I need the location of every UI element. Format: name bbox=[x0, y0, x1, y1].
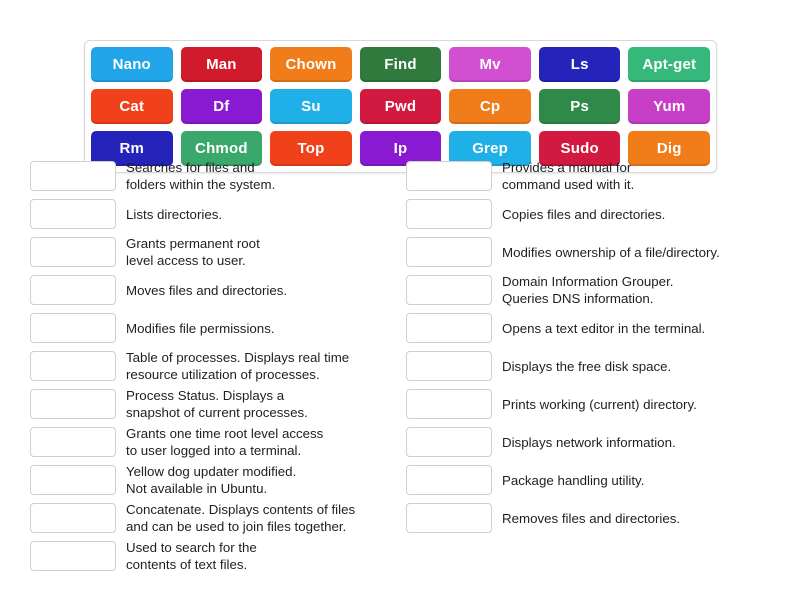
definition-line: Copies files and directories. bbox=[502, 206, 666, 222]
definition-text bbox=[126, 501, 355, 535]
match-item bbox=[30, 462, 406, 498]
definition-line: snapshot of current processes. bbox=[126, 405, 308, 420]
word-tile[interactable]: Su bbox=[270, 89, 352, 124]
word-tile[interactable]: Sudo bbox=[539, 131, 621, 166]
word-tile[interactable]: Yum bbox=[628, 89, 710, 124]
answer-drop-slot[interactable] bbox=[30, 199, 116, 229]
definition-line: Displays the free disk space. bbox=[502, 358, 672, 374]
match-item bbox=[30, 386, 406, 422]
definition-line: Modifies file permissions. bbox=[126, 320, 275, 336]
answer-drop-slot[interactable] bbox=[406, 389, 492, 419]
word-tile[interactable]: Chown bbox=[270, 47, 352, 82]
definition-line: Yellow dog updater modified. bbox=[126, 464, 297, 479]
definition-text bbox=[502, 396, 697, 413]
match-item bbox=[406, 500, 782, 536]
definition-line: Grants permanent root bbox=[126, 236, 260, 251]
definition-line: Package handling utility. bbox=[502, 472, 645, 488]
definition-line: resource utilization of processes. bbox=[126, 367, 320, 382]
match-item bbox=[30, 424, 406, 460]
word-tile[interactable]: Df bbox=[181, 89, 263, 124]
match-item bbox=[406, 196, 782, 232]
definition-line: Queries DNS information. bbox=[502, 291, 654, 306]
definition-line: Searches for files and bbox=[126, 160, 255, 175]
match-item bbox=[30, 158, 406, 194]
answer-drop-slot[interactable] bbox=[30, 389, 116, 419]
definition-text bbox=[502, 358, 671, 375]
answer-columns bbox=[30, 158, 782, 576]
definition-line: Provides a manual for bbox=[502, 160, 632, 175]
right-column bbox=[406, 158, 782, 576]
definition-line: folders within the system. bbox=[126, 177, 276, 192]
definition-line: Lists directories. bbox=[126, 206, 223, 222]
definition-line: level access to user. bbox=[126, 253, 246, 268]
word-tile[interactable]: Dig bbox=[628, 131, 710, 166]
answer-drop-slot[interactable] bbox=[406, 503, 492, 533]
definition-text bbox=[126, 539, 257, 573]
match-item bbox=[406, 158, 782, 194]
word-tile[interactable]: Grep bbox=[449, 131, 531, 166]
answer-drop-slot[interactable] bbox=[406, 275, 492, 305]
definition-line: Process Status. Displays a bbox=[126, 388, 285, 403]
definition-line: and can be used to join files together. bbox=[126, 519, 347, 534]
word-tile[interactable]: Ip bbox=[360, 131, 442, 166]
word-tile[interactable]: Ps bbox=[539, 89, 621, 124]
answer-drop-slot[interactable] bbox=[406, 313, 492, 343]
answer-drop-slot[interactable] bbox=[30, 465, 116, 495]
answer-drop-slot[interactable] bbox=[30, 275, 116, 305]
definition-text bbox=[126, 282, 287, 299]
definition-line: to user logged into a terminal. bbox=[126, 443, 302, 458]
definition-line: Grants one time root level access bbox=[126, 426, 324, 441]
match-item bbox=[30, 348, 406, 384]
definition-line: Opens a text editor in the terminal. bbox=[502, 320, 706, 336]
definition-text bbox=[126, 159, 275, 193]
match-item bbox=[406, 386, 782, 422]
definition-line: Concatenate. Displays contents of files bbox=[126, 502, 356, 517]
answer-drop-slot[interactable] bbox=[406, 199, 492, 229]
answer-drop-slot[interactable] bbox=[406, 427, 492, 457]
word-tile[interactable]: Chmod bbox=[181, 131, 263, 166]
match-item bbox=[30, 234, 406, 270]
word-bank-row-2 bbox=[91, 89, 710, 124]
definition-line: Moves files and directories. bbox=[126, 282, 288, 298]
definition-text bbox=[502, 206, 665, 223]
definition-text bbox=[126, 387, 308, 421]
definition-text bbox=[126, 463, 296, 497]
match-item bbox=[30, 538, 406, 574]
answer-drop-slot[interactable] bbox=[30, 313, 116, 343]
match-item bbox=[30, 310, 406, 346]
word-tile[interactable]: Ls bbox=[539, 47, 621, 82]
definition-text bbox=[502, 472, 644, 489]
word-tile[interactable]: Cp bbox=[449, 89, 531, 124]
definition-line: contents of text files. bbox=[126, 557, 248, 572]
answer-drop-slot[interactable] bbox=[30, 161, 116, 191]
definition-line: command used with it. bbox=[502, 177, 635, 192]
word-tile[interactable]: Nano bbox=[91, 47, 173, 82]
definition-line: Prints working (current) directory. bbox=[502, 396, 697, 412]
match-item bbox=[406, 234, 782, 270]
answer-drop-slot[interactable] bbox=[30, 427, 116, 457]
word-bank bbox=[84, 40, 717, 173]
match-item bbox=[30, 500, 406, 536]
answer-drop-slot[interactable] bbox=[406, 351, 492, 381]
word-tile[interactable]: Cat bbox=[91, 89, 173, 124]
definition-text bbox=[502, 510, 680, 527]
match-item bbox=[406, 424, 782, 460]
answer-drop-slot[interactable] bbox=[30, 351, 116, 381]
word-tile[interactable]: Apt-get bbox=[628, 47, 710, 82]
answer-drop-slot[interactable] bbox=[406, 161, 492, 191]
definition-text bbox=[502, 273, 673, 307]
definition-text bbox=[126, 425, 323, 459]
definition-line: Removes files and directories. bbox=[502, 510, 681, 526]
definition-text bbox=[126, 206, 222, 223]
definition-text bbox=[126, 349, 349, 383]
match-item bbox=[406, 462, 782, 498]
answer-drop-slot[interactable] bbox=[30, 541, 116, 571]
left-column bbox=[30, 158, 406, 576]
word-tile[interactable]: Top bbox=[270, 131, 352, 166]
match-item bbox=[30, 272, 406, 308]
definition-line: Not available in Ubuntu. bbox=[126, 481, 268, 496]
definition-text bbox=[502, 244, 720, 261]
definition-text bbox=[126, 320, 275, 337]
definition-text bbox=[126, 235, 260, 269]
word-bank-row-1 bbox=[91, 47, 710, 82]
definition-line: Domain Information Grouper. bbox=[502, 274, 674, 289]
match-item bbox=[406, 310, 782, 346]
definition-text bbox=[502, 434, 676, 451]
word-tile[interactable]: Rm bbox=[91, 131, 173, 166]
match-item bbox=[406, 272, 782, 308]
word-tile[interactable]: Man bbox=[181, 47, 263, 82]
definition-line: Modifies ownership of a file/directory. bbox=[502, 244, 720, 260]
match-item bbox=[30, 196, 406, 232]
definition-line: Table of processes. Displays real time bbox=[126, 350, 350, 365]
definition-line: Displays network information. bbox=[502, 434, 676, 450]
word-tile[interactable]: Pwd bbox=[360, 89, 442, 124]
word-tile[interactable]: Mv bbox=[449, 47, 531, 82]
answer-drop-slot[interactable] bbox=[30, 503, 116, 533]
answer-drop-slot[interactable] bbox=[30, 237, 116, 267]
definition-line: Used to search for the bbox=[126, 540, 257, 555]
definition-text bbox=[502, 159, 634, 193]
answer-drop-slot[interactable] bbox=[406, 465, 492, 495]
definition-text bbox=[502, 320, 705, 337]
answer-drop-slot[interactable] bbox=[406, 237, 492, 267]
word-tile[interactable]: Find bbox=[360, 47, 442, 82]
match-item bbox=[406, 348, 782, 384]
